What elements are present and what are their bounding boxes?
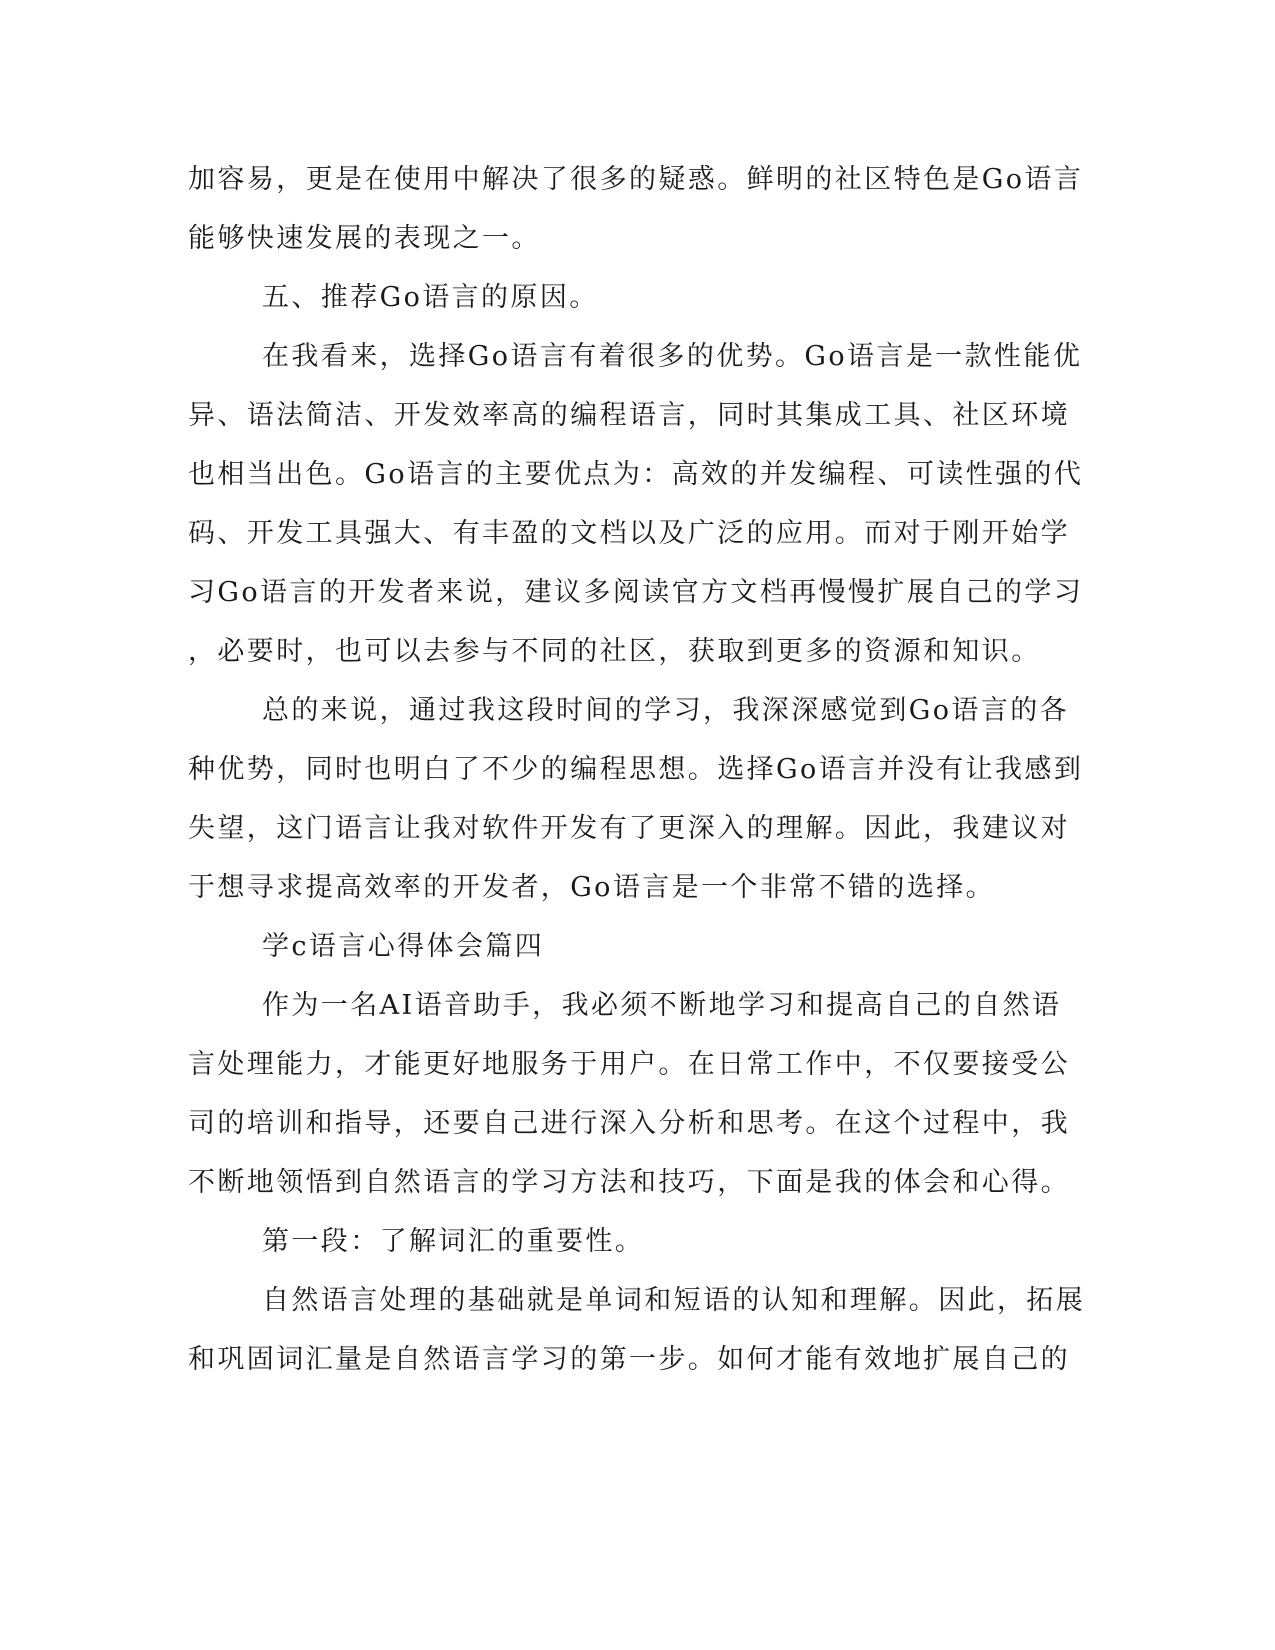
text-line: 自然语言处理的基础就是单词和短语的认知和理解。因此，拓展 — [262, 1285, 1086, 1316]
text-line: 不断地领悟到自然语言的学习方法和技巧，下面是我的体会和心得。 — [188, 1167, 1070, 1198]
section-heading: 五、推荐Go语言的原因。 — [262, 282, 599, 313]
section-heading: 学c语言心得体会篇四 — [262, 931, 545, 962]
text-line: 加容易，更是在使用中解决了很多的疑惑。鲜明的社区特色是Go语言 — [188, 164, 1084, 195]
text-line: 也相当出色。Go语言的主要优点为：高效的并发编程、可读性强的代 — [188, 459, 1084, 490]
text-line: 习Go语言的开发者来说，建议多阅读官方文档再慢慢扩展自己的学习 — [188, 577, 1084, 608]
text-line: 失望，这门语言让我对软件开发有了更深入的理解。因此，我建议对 — [188, 813, 1070, 844]
section-heading: 第一段：了解词汇的重要性。 — [262, 1226, 645, 1257]
text-line: 码、开发工具强大、有丰盈的文档以及广泛的应用。而对于刚开始学 — [188, 518, 1070, 549]
text-line: 言处理能力，才能更好地服务于用户。在日常工作中，不仅要接受公 — [188, 1049, 1070, 1080]
text-line: 作为一名AI语音助手，我必须不断地学习和提高自己的自然语 — [262, 990, 1062, 1021]
text-line: 异、语法简洁、开发效率高的编程语言，同时其集成工具、社区环境 — [188, 400, 1070, 431]
text-line: ，必要时，也可以去参与不同的社区，获取到更多的资源和知识。 — [188, 636, 1041, 667]
text-line: 司的培训和指导，还要自己进行深入分析和思考。在这个过程中，我 — [188, 1108, 1070, 1139]
text-line: 种优势，同时也明白了不少的编程思想。选择Go语言并没有让我感到 — [188, 754, 1084, 785]
text-line: 和巩固词汇量是自然语言学习的第一步。如何才能有效地扩展自己的 — [188, 1344, 1070, 1375]
text-line: 总的来说，通过我这段时间的学习，我深深感觉到Go语言的各 — [262, 695, 1070, 726]
text-line: 在我看来，选择Go语言有着很多的优势。Go语言是一款性能优 — [262, 341, 1083, 372]
text-line: 于想寻求提高效率的开发者，Go语言是一个非常不错的选择。 — [188, 872, 996, 903]
text-line: 能够快速发展的表现之一。 — [188, 223, 541, 254]
